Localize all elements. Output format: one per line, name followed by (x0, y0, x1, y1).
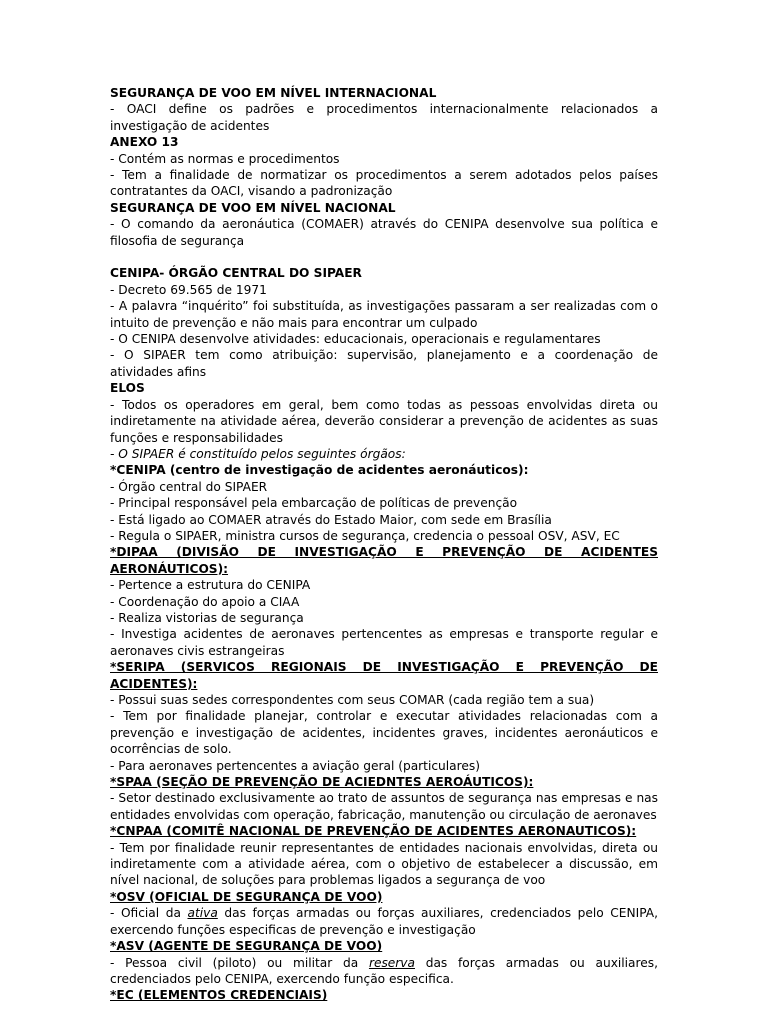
paragraph: - Órgão central do SIPAER (110, 479, 268, 494)
paragraph: - Setor destinado exclusivamente ao trato de assuntos de segurança nas empresas e nas entidades envolvidas com operação, fabricação, manutenção ou circulação de aeronaves (110, 791, 658, 822)
paragraph: - OACI define os padrões e procedimentos internacionalmente relacionados a investigação de acidentes (110, 102, 658, 133)
text-segment: das forças armadas ou forças auxiliares, credenciados pelo CENIPA, exercendo funções especificas de prevenção e investigação (110, 906, 658, 937)
heading-seripa: *SERIPA (SERVICOS REGIONAIS DE INVESTIGAÇÃO E PREVENÇÃO DE ACIDENTES): (110, 660, 658, 691)
paragraph: - Tem a finalidade de normatizar os procedimentos a serem adotados pelos países contratantes da OACI, visando a padronização (110, 168, 658, 199)
paragraph: - Regula o SIPAER, ministra cursos de segurança, credencia o pessoal OSV, ASV, EC (110, 528, 620, 543)
paragraph: - Possui suas sedes correspondentes com seus COMAR (cada região tem a sua) (110, 693, 595, 708)
paragraph-asv (110, 955, 658, 988)
paragraph-italic: - O SIPAER é constituído pelos seguintes órgãos: (110, 446, 406, 461)
heading-annex-13: ANEXO 13 (110, 135, 179, 150)
paragraph: - Para aeronaves pertencentes a aviação geral (particulares) (110, 758, 480, 773)
paragraph: - Investiga acidentes de aeronaves pertencentes as empresas e transporte regular e aeronaves civis estrangeiras (110, 627, 658, 658)
paragraph: - Pertence a estrutura do CENIPA (110, 578, 311, 593)
paragraph: - Está ligado ao COMAER através do Estado Maior, com sede em Brasília (110, 512, 552, 527)
heading-asv: *ASV (AGENTE DE SEGURANÇA DE VOO) (110, 939, 383, 954)
paragraph: - O comando da aeronáutica (COMAER) através do CENIPA desenvolve sua política e filosofia de segurança (110, 217, 658, 248)
text-emphasis: reserva (368, 955, 415, 970)
paragraph: - A palavra “inquérito” foi substituída, as investigações passaram a ser realizadas com o intuito de prevenção e não mais para encontrar um culpado (110, 299, 658, 330)
paragraph: - Todos os operadores em geral, bem como todas as pessoas envolvidas direta ou indiretamente na atividade aérea, deverão considerar a prevenção de acidentes as suas funções e responsabilidades (110, 397, 658, 445)
paragraph: - Realiza vistorias de segurança (110, 610, 304, 625)
heading-osv: *OSV (OFICIAL DE SEGURANÇA DE VOO) (110, 889, 383, 904)
paragraph: - Coordenação do apoio a CIAA (110, 594, 300, 609)
text-emphasis: ativa (187, 906, 218, 921)
heading-spaa: *SPAA (SEÇÃO DE PREVENÇÃO DE ACIEDNTES AEROÁUTICOS): (110, 775, 534, 790)
paragraph: - Tem por finalidade reunir representantes de entidades nacionais envolvidas, direta ou indiretamente com a atividade aérea, com o objetivo de estabelecer a discussão, em nível nacional, de soluções para problemas ligados a segurança de voo (110, 840, 658, 888)
heading-international: SEGURANÇA DE VOO EM NÍVEL INTERNACIONAL (110, 86, 437, 100)
paragraph: - Contém as normas e procedimentos (110, 151, 340, 166)
heading-elos: ELOS (110, 381, 145, 396)
heading-dipaa: *DIPAA (DIVISÃO DE INVESTIGAÇÃO E PREVENÇÃO DE ACIDENTES AERONÁUTICOS): (110, 545, 658, 576)
heading-cnpaa: *CNPAA (COMITÊ NACIONAL DE PREVENÇÃO DE ACIDENTES AERONAUTICOS): (110, 824, 637, 839)
blank-line (110, 249, 658, 265)
heading-ec: *EC (ELEMENTOS CREDENCIAIS) (110, 988, 328, 1003)
heading-cenipa-centro: *CENIPA (centro de investigação de acidentes aeronáuticos): (110, 463, 529, 478)
heading-national: SEGURANÇA DE VOO EM NÍVEL NACIONAL (110, 200, 396, 215)
paragraph: - O SIPAER tem como atribuição: supervisão, planejamento e a coordenação de atividades afins (110, 348, 658, 379)
text-segment: das forças armadas ou auxiliares, credenciados pelo CENIPA, exercendo função especifica. (110, 955, 658, 986)
text-segment: - Pessoa civil (piloto) ou militar da (110, 955, 369, 970)
paragraph: - Decreto 69.565 de 1971 (110, 282, 267, 297)
paragraph: - Principal responsável pela embarcação de políticas de prevenção (110, 496, 518, 511)
heading-cenipa: CENIPA- ÓRGÃO CENTRAL DO SIPAER (110, 266, 362, 281)
paragraph-osv (110, 905, 658, 938)
document-page (110, 85, 658, 1004)
paragraph: - O CENIPA desenvolve atividades: educacionais, operacionais e regulamentares (110, 332, 601, 347)
paragraph: - Tem por finalidade planejar, controlar e executar atividades relacionadas com a prevenção e investigação de acidentes, incidentes graves, incidentes aeronáuticos e ocorrências de solo. (110, 709, 658, 757)
text-segment: - Oficial da (110, 906, 188, 921)
